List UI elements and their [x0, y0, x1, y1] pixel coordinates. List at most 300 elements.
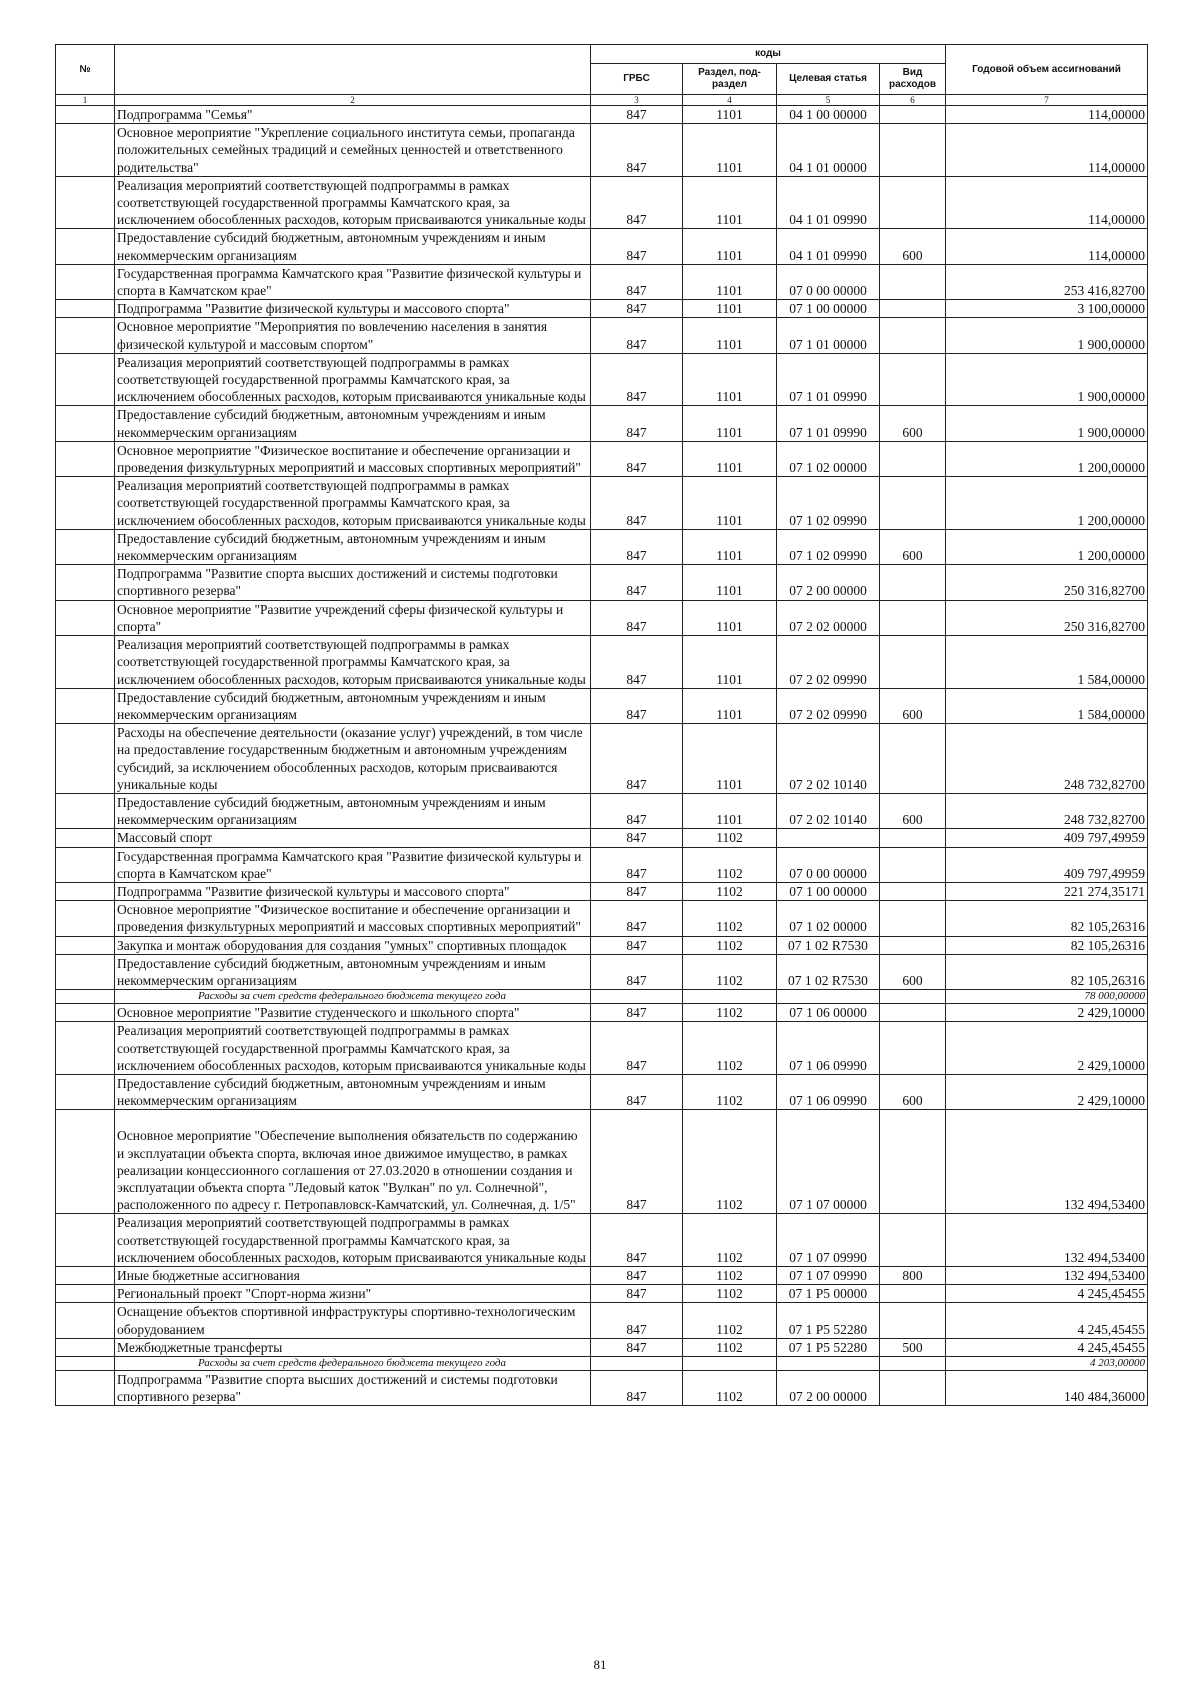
table-row	[56, 406, 1148, 441]
row-grbs: 847	[591, 1214, 683, 1267]
row-exp-type: 600	[880, 793, 946, 828]
row-grbs: 847	[591, 954, 683, 989]
row-name: Иные бюджетные ассигнования	[115, 1267, 591, 1285]
row-name: Подпрограмма "Семья"	[115, 106, 591, 124]
header-section: Раздел, под-раздел	[683, 64, 777, 95]
row-target	[777, 1357, 880, 1371]
col-number: 2	[115, 95, 591, 106]
row-number	[56, 1303, 115, 1338]
row-target: 07 1 01 09990	[777, 406, 880, 441]
table-row	[56, 1371, 1148, 1406]
row-target: 07 1 02 00000	[777, 441, 880, 476]
row-exp-type: 600	[880, 406, 946, 441]
row-number	[56, 1004, 115, 1022]
row-number	[56, 636, 115, 689]
row-exp-type	[880, 477, 946, 530]
row-grbs: 847	[591, 936, 683, 954]
row-amount: 4 245,45455	[946, 1285, 1148, 1303]
row-exp-type	[880, 441, 946, 476]
row-number	[56, 1357, 115, 1371]
table-row	[56, 724, 1148, 794]
row-section: 1102	[683, 936, 777, 954]
row-amount: 2 429,10000	[946, 1022, 1148, 1075]
row-section: 1101	[683, 724, 777, 794]
row-section: 1102	[683, 1338, 777, 1356]
row-name: Государственная программа Камчатского края "Развитие физической культуры и спорта в Камчатском крае"	[115, 264, 591, 299]
row-number	[56, 936, 115, 954]
col-number: 5	[777, 95, 880, 106]
row-exp-type	[880, 353, 946, 406]
row-number	[56, 882, 115, 900]
table-row	[56, 901, 1148, 936]
row-target: 04 1 01 09990	[777, 229, 880, 264]
col-number: 7	[946, 95, 1148, 106]
row-grbs: 847	[591, 565, 683, 600]
col-number: 4	[683, 95, 777, 106]
row-grbs: 847	[591, 793, 683, 828]
row-grbs: 847	[591, 1371, 683, 1406]
row-number	[56, 724, 115, 794]
row-exp-type	[880, 847, 946, 882]
row-name: Реализация мероприятий соответствующей подпрограммы в рамках соответствующей государственной программы Камчатского края, за исключением обособленных расходов, которым присваиваются уникальные коды	[115, 636, 591, 689]
row-amount: 4 245,45455	[946, 1303, 1148, 1338]
row-amount: 1 900,00000	[946, 353, 1148, 406]
row-grbs: 847	[591, 264, 683, 299]
row-grbs: 847	[591, 688, 683, 723]
budget-table	[55, 44, 1148, 1406]
row-amount: 2 429,10000	[946, 1004, 1148, 1022]
row-section: 1101	[683, 229, 777, 264]
row-target: 07 2 02 10140	[777, 793, 880, 828]
table-row	[56, 688, 1148, 723]
row-grbs	[591, 1357, 683, 1371]
row-number	[56, 829, 115, 847]
row-number	[56, 1285, 115, 1303]
row-exp-type	[880, 724, 946, 794]
row-grbs: 847	[591, 106, 683, 124]
table-row	[56, 882, 1148, 900]
row-name: Подпрограмма "Развитие физической культуры и массового спорта"	[115, 882, 591, 900]
table-row	[56, 529, 1148, 564]
header-exp-type: Вид расходов	[880, 64, 946, 95]
row-amount: 3 100,00000	[946, 300, 1148, 318]
row-amount: 1 584,00000	[946, 688, 1148, 723]
row-target: 04 1 01 09990	[777, 176, 880, 229]
row-grbs: 847	[591, 1074, 683, 1109]
row-exp-type	[880, 124, 946, 177]
row-amount: 114,00000	[946, 124, 1148, 177]
row-section: 1102	[683, 1004, 777, 1022]
row-amount: 1 200,00000	[946, 529, 1148, 564]
row-target: 07 2 02 09990	[777, 688, 880, 723]
row-section: 1101	[683, 318, 777, 353]
row-section	[683, 990, 777, 1004]
row-section: 1102	[683, 1214, 777, 1267]
row-section: 1101	[683, 565, 777, 600]
row-number	[56, 1267, 115, 1285]
row-name: Реализация мероприятий соответствующей подпрограммы в рамках соответствующей государственной программы Камчатского края, за исключением обособленных расходов, которым присваиваются уникальные коды	[115, 176, 591, 229]
row-number	[56, 793, 115, 828]
row-grbs: 847	[591, 529, 683, 564]
row-target: 07 0 00 00000	[777, 847, 880, 882]
row-section: 1102	[683, 1022, 777, 1075]
row-amount: 132 494,53400	[946, 1110, 1148, 1214]
row-target: 07 2 02 00000	[777, 600, 880, 635]
row-name: Массовый спорт	[115, 829, 591, 847]
row-target: 07 1 02 R7530	[777, 936, 880, 954]
row-grbs: 847	[591, 318, 683, 353]
row-exp-type	[880, 176, 946, 229]
row-name: Предоставление субсидий бюджетным, автономным учреждениям и иным некоммерческим организациям	[115, 688, 591, 723]
row-number	[56, 1338, 115, 1356]
table-row	[56, 353, 1148, 406]
column-numbers-row	[56, 95, 1148, 106]
row-exp-type	[880, 600, 946, 635]
table-row	[56, 300, 1148, 318]
row-section: 1101	[683, 406, 777, 441]
row-amount: 1 200,00000	[946, 477, 1148, 530]
row-grbs: 847	[591, 600, 683, 635]
row-grbs: 847	[591, 477, 683, 530]
row-section: 1101	[683, 353, 777, 406]
row-section: 1102	[683, 882, 777, 900]
row-amount: 409 797,49959	[946, 829, 1148, 847]
row-section: 1101	[683, 300, 777, 318]
table-row	[56, 936, 1148, 954]
row-name: Реализация мероприятий соответствующей подпрограммы в рамках соответствующей государственной программы Камчатского края, за исключением обособленных расходов, которым присваиваются уникальные коды	[115, 477, 591, 530]
row-number	[56, 600, 115, 635]
row-exp-type	[880, 1214, 946, 1267]
row-section: 1101	[683, 106, 777, 124]
row-grbs: 847	[591, 406, 683, 441]
row-grbs: 847	[591, 901, 683, 936]
row-amount: 132 494,53400	[946, 1214, 1148, 1267]
table-row	[56, 1110, 1148, 1214]
row-section: 1102	[683, 954, 777, 989]
row-number	[56, 954, 115, 989]
row-amount: 82 105,26316	[946, 936, 1148, 954]
row-name: Подпрограмма "Развитие физической культуры и массового спорта"	[115, 300, 591, 318]
row-target: 07 1 07 00000	[777, 1110, 880, 1214]
table-row	[56, 1022, 1148, 1075]
row-name: Основное мероприятие "Физическое воспитание и обеспечение организации и проведения физкультурных мероприятий и массовых спортивных мероприятий"	[115, 901, 591, 936]
row-exp-type	[880, 1357, 946, 1371]
row-exp-type	[880, 1303, 946, 1338]
row-section	[683, 1357, 777, 1371]
table-row	[56, 600, 1148, 635]
row-name: Подпрограмма "Развитие спорта высших достижений и системы подготовки спортивного резерва"	[115, 565, 591, 600]
header-grbs: ГРБС	[591, 64, 683, 95]
row-target: 07 1 P5 00000	[777, 1285, 880, 1303]
row-amount: 1 200,00000	[946, 441, 1148, 476]
row-name: Предоставление субсидий бюджетным, автономным учреждениям и иным некоммерческим организациям	[115, 954, 591, 989]
row-amount: 4 203,00000	[946, 1357, 1148, 1371]
row-amount: 250 316,82700	[946, 600, 1148, 635]
row-grbs: 847	[591, 353, 683, 406]
row-exp-type	[880, 990, 946, 1004]
row-amount: 253 416,82700	[946, 264, 1148, 299]
row-target: 07 2 00 00000	[777, 565, 880, 600]
row-amount: 140 484,36000	[946, 1371, 1148, 1406]
row-grbs: 847	[591, 176, 683, 229]
row-section: 1102	[683, 1074, 777, 1109]
row-section: 1102	[683, 1285, 777, 1303]
row-name: Подпрограмма "Развитие спорта высших достижений и системы подготовки спортивного резерва"	[115, 1371, 591, 1406]
row-target: 07 1 02 00000	[777, 901, 880, 936]
table-body	[56, 106, 1148, 1406]
row-grbs: 847	[591, 1285, 683, 1303]
table-row	[56, 1338, 1148, 1356]
row-grbs: 847	[591, 1004, 683, 1022]
row-section: 1101	[683, 477, 777, 530]
table-row	[56, 1303, 1148, 1338]
row-number	[56, 264, 115, 299]
table-row	[56, 229, 1148, 264]
row-section: 1101	[683, 600, 777, 635]
row-number	[56, 441, 115, 476]
row-amount: 248 732,82700	[946, 724, 1148, 794]
col-number: 6	[880, 95, 946, 106]
table-row	[56, 829, 1148, 847]
table-row	[56, 124, 1148, 177]
row-number	[56, 1371, 115, 1406]
row-exp-type	[880, 106, 946, 124]
table-note-row	[56, 990, 1148, 1004]
table-row	[56, 176, 1148, 229]
row-exp-type	[880, 1004, 946, 1022]
row-target: 07 0 00 00000	[777, 264, 880, 299]
row-exp-type	[880, 300, 946, 318]
table-header	[56, 45, 1148, 106]
row-exp-type	[880, 1371, 946, 1406]
col-number: 1	[56, 95, 115, 106]
row-section: 1102	[683, 1371, 777, 1406]
table-row	[56, 1004, 1148, 1022]
page-number: 81	[593, 1657, 607, 1672]
row-grbs: 847	[591, 441, 683, 476]
table-row	[56, 264, 1148, 299]
row-section: 1101	[683, 793, 777, 828]
row-grbs: 847	[591, 847, 683, 882]
header-codes: коды	[591, 45, 946, 64]
row-target: 07 1 02 R7530	[777, 954, 880, 989]
table-row	[56, 954, 1148, 989]
row-exp-type	[880, 1110, 946, 1214]
row-name: Реализация мероприятий соответствующей подпрограммы в рамках соответствующей государственной программы Камчатского края, за исключением обособленных расходов, которым присваиваются уникальные коды	[115, 353, 591, 406]
row-amount: 221 274,35171	[946, 882, 1148, 900]
row-name: Расходы на обеспечение деятельности (оказание услуг) учреждений, в том числе на предоставление государственным бюджетным и автономным учреждениям субсидий, за исключением обособленных расходов, которым присваиваются уникальные коды	[115, 724, 591, 794]
row-number	[56, 990, 115, 1004]
row-exp-type	[880, 829, 946, 847]
row-name: Реализация мероприятий соответствующей подпрограммы в рамках соответствующей государственной программы Камчатского края, за исключением обособленных расходов, которым присваиваются уникальные коды	[115, 1022, 591, 1075]
row-target: 07 1 01 09990	[777, 353, 880, 406]
row-name: Предоставление субсидий бюджетным, автономным учреждениям и иным некоммерческим организациям	[115, 1074, 591, 1109]
table-row	[56, 565, 1148, 600]
row-target: 07 1 02 09990	[777, 477, 880, 530]
row-name: Расходы за счет средств федерального бюджета текущего года	[115, 1357, 591, 1371]
row-name: Оснащение объектов спортивной инфраструктуры спортивно-технологическим оборудованием	[115, 1303, 591, 1338]
row-grbs: 847	[591, 1267, 683, 1285]
budget-table-sheet	[55, 44, 1147, 1406]
row-amount: 82 105,26316	[946, 901, 1148, 936]
row-number	[56, 106, 115, 124]
table-row	[56, 847, 1148, 882]
row-number	[56, 176, 115, 229]
header-annual: Годовой объем ассигнований	[946, 45, 1148, 95]
row-exp-type: 600	[880, 529, 946, 564]
row-section: 1102	[683, 1110, 777, 1214]
row-exp-type	[880, 264, 946, 299]
row-exp-type	[880, 901, 946, 936]
row-grbs: 847	[591, 300, 683, 318]
row-name: Основное мероприятие "Укрепление социального института семьи, пропаганда положительных семейных традиций и семейных ценностей и ответственного родительства"	[115, 124, 591, 177]
row-name: Государственная программа Камчатского края "Развитие физической культуры и спорта в Камчатском крае"	[115, 847, 591, 882]
row-name: Предоставление субсидий бюджетным, автономным учреждениям и иным некоммерческим организациям	[115, 406, 591, 441]
row-number	[56, 901, 115, 936]
row-section: 1101	[683, 176, 777, 229]
row-name: Основное мероприятие "Развитие студенческого и школьного спорта"	[115, 1004, 591, 1022]
row-grbs: 847	[591, 829, 683, 847]
row-target	[777, 829, 880, 847]
row-section: 1102	[683, 829, 777, 847]
row-amount: 78 000,00000	[946, 990, 1148, 1004]
row-section: 1101	[683, 636, 777, 689]
row-exp-type: 600	[880, 1074, 946, 1109]
row-section: 1101	[683, 529, 777, 564]
row-target: 07 1 00 00000	[777, 882, 880, 900]
row-target: 07 2 02 10140	[777, 724, 880, 794]
row-number	[56, 529, 115, 564]
table-row	[56, 1074, 1148, 1109]
row-number	[56, 565, 115, 600]
row-section: 1101	[683, 441, 777, 476]
header-name-blank	[115, 45, 591, 95]
row-amount: 2 429,10000	[946, 1074, 1148, 1109]
row-exp-type: 600	[880, 229, 946, 264]
row-section: 1102	[683, 1267, 777, 1285]
row-number	[56, 353, 115, 406]
row-amount: 4 245,45455	[946, 1338, 1148, 1356]
row-name: Реализация мероприятий соответствующей подпрограммы в рамках соответствующей государственной программы Камчатского края, за исключением обособленных расходов, которым присваиваются уникальные коды	[115, 1214, 591, 1267]
row-grbs	[591, 990, 683, 1004]
col-number: 3	[591, 95, 683, 106]
table-row	[56, 477, 1148, 530]
row-target: 07 1 02 09990	[777, 529, 880, 564]
table-row	[56, 636, 1148, 689]
table-row	[56, 318, 1148, 353]
row-number	[56, 688, 115, 723]
row-section: 1102	[683, 847, 777, 882]
row-name: Предоставление субсидий бюджетным, автономным учреждениям и иным некоммерческим организациям	[115, 793, 591, 828]
table-row	[56, 793, 1148, 828]
table-row	[56, 106, 1148, 124]
row-exp-type: 600	[880, 954, 946, 989]
row-target: 07 1 00 00000	[777, 300, 880, 318]
row-exp-type	[880, 882, 946, 900]
row-name: Межбюджетные трансферты	[115, 1338, 591, 1356]
row-section: 1101	[683, 124, 777, 177]
row-number	[56, 1110, 115, 1214]
header-target: Целевая статья	[777, 64, 880, 95]
table-note-row	[56, 1357, 1148, 1371]
row-number	[56, 1074, 115, 1109]
row-name: Расходы за счет средств федерального бюджета текущего года	[115, 990, 591, 1004]
row-target: 07 1 06 00000	[777, 1004, 880, 1022]
row-grbs: 847	[591, 636, 683, 689]
row-amount: 250 316,82700	[946, 565, 1148, 600]
row-name: Основное мероприятие "Физическое воспитание и обеспечение организации и проведения физкультурных мероприятий и массовых спортивных мероприятий"	[115, 441, 591, 476]
row-amount: 82 105,26316	[946, 954, 1148, 989]
row-grbs: 847	[591, 1110, 683, 1214]
row-grbs: 847	[591, 1022, 683, 1075]
row-number	[56, 318, 115, 353]
row-target: 07 1 07 09990	[777, 1214, 880, 1267]
row-section: 1101	[683, 688, 777, 723]
row-number	[56, 1214, 115, 1267]
row-exp-type: 600	[880, 688, 946, 723]
row-grbs: 847	[591, 124, 683, 177]
header-num: №	[56, 45, 115, 95]
row-amount: 1 900,00000	[946, 406, 1148, 441]
row-exp-type	[880, 318, 946, 353]
row-name: Закупка и монтаж оборудования для создания "умных" спортивных площадок	[115, 936, 591, 954]
row-target: 07 2 02 09990	[777, 636, 880, 689]
row-amount: 409 797,49959	[946, 847, 1148, 882]
table-row	[56, 1267, 1148, 1285]
table-row	[56, 1214, 1148, 1267]
row-exp-type: 800	[880, 1267, 946, 1285]
row-name: Предоставление субсидий бюджетным, автономным учреждениям и иным некоммерческим организациям	[115, 529, 591, 564]
row-name: Предоставление субсидий бюджетным, автономным учреждениям и иным некоммерческим организациям	[115, 229, 591, 264]
row-amount: 1 584,00000	[946, 636, 1148, 689]
row-target: 07 1 01 00000	[777, 318, 880, 353]
row-amount: 1 900,00000	[946, 318, 1148, 353]
row-target: 07 2 00 00000	[777, 1371, 880, 1406]
row-number	[56, 124, 115, 177]
row-target: 07 1 P5 52280	[777, 1303, 880, 1338]
row-section: 1102	[683, 901, 777, 936]
row-amount: 114,00000	[946, 106, 1148, 124]
row-name: Региональный проект "Спорт-норма жизни"	[115, 1285, 591, 1303]
row-number	[56, 406, 115, 441]
row-exp-type	[880, 1022, 946, 1075]
row-number	[56, 477, 115, 530]
row-exp-type: 500	[880, 1338, 946, 1356]
row-number	[56, 1022, 115, 1075]
row-exp-type	[880, 636, 946, 689]
row-grbs: 847	[591, 1303, 683, 1338]
row-target: 07 1 06 09990	[777, 1022, 880, 1075]
row-grbs: 847	[591, 882, 683, 900]
row-target: 07 1 P5 52280	[777, 1338, 880, 1356]
row-name: Основное мероприятие "Развитие учреждений сферы физической культуры и спорта"	[115, 600, 591, 635]
row-target: 07 1 06 09990	[777, 1074, 880, 1109]
row-amount: 248 732,82700	[946, 793, 1148, 828]
row-name: Основное мероприятие "Обеспечение выполнения обязательств по содержанию и эксплуатации объекта спорта, включая иное движимое имущество, в рамках реализации концессионного соглашения от 27.03.2020 в отношении создания и эксплуатации объекта спорта "Ледовый каток "Вулкан" по ул. Солнечной", расположенного по адресу г. Петропавловск-Камчатский, ул. Солнечная, д. 1/5"	[115, 1110, 591, 1214]
row-grbs: 847	[591, 229, 683, 264]
table-row	[56, 441, 1148, 476]
row-section: 1102	[683, 1303, 777, 1338]
row-exp-type	[880, 1285, 946, 1303]
row-amount: 132 494,53400	[946, 1267, 1148, 1285]
row-target	[777, 990, 880, 1004]
row-section: 1101	[683, 264, 777, 299]
row-number	[56, 300, 115, 318]
row-target: 07 1 07 09990	[777, 1267, 880, 1285]
row-name: Основное мероприятие "Мероприятия по вовлечению населения в занятия физической культурой и массовым спортом"	[115, 318, 591, 353]
row-grbs: 847	[591, 724, 683, 794]
row-amount: 114,00000	[946, 176, 1148, 229]
